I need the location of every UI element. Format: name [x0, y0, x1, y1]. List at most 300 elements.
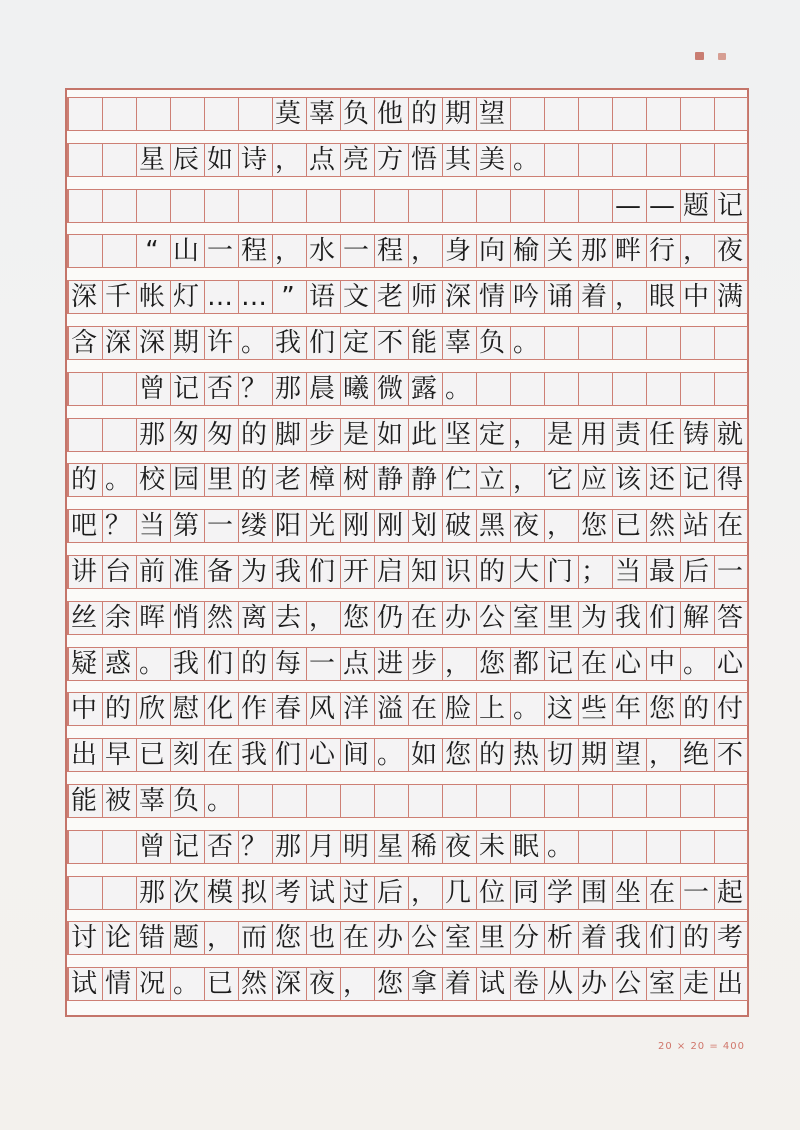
handwritten-character: 帐	[138, 282, 165, 313]
handwritten-character: 山	[172, 236, 199, 267]
handwritten-character: 曾	[138, 373, 165, 404]
handwritten-character: 。	[172, 969, 199, 1000]
handwritten-character: 树	[342, 465, 369, 496]
handwritten-character: 已	[206, 969, 233, 1000]
handwritten-character: 付	[716, 694, 743, 725]
handwritten-character: 是	[342, 419, 369, 450]
handwritten-character: 。	[512, 144, 539, 175]
handwritten-character: 的	[478, 740, 505, 771]
handwritten-character: 位	[478, 877, 505, 908]
handwritten-character: 眠	[512, 831, 539, 862]
handwritten-character: 。	[512, 694, 539, 725]
handwritten-character: 辜	[138, 786, 165, 816]
handwritten-character: 析	[546, 923, 573, 954]
handwritten-character: 露	[410, 373, 437, 404]
handwritten-character: 在	[648, 877, 675, 908]
handwritten-character: 早	[104, 740, 131, 771]
handwritten-character: 。	[104, 465, 131, 496]
handwritten-character: 不	[376, 328, 403, 358]
handwritten-character: ，	[410, 236, 437, 267]
handwritten-character: 试	[478, 969, 505, 1000]
handwritten-character: 公	[614, 969, 641, 1000]
handwritten-character: 满	[716, 282, 743, 313]
handwritten-character: 辜	[444, 328, 471, 358]
handwritten-character: 里	[206, 465, 233, 496]
handwritten-character: 几	[444, 877, 471, 908]
handwritten-character: 是	[546, 419, 573, 450]
handwritten-character: 程	[240, 236, 267, 267]
handwritten-character: 溢	[376, 694, 403, 725]
handwritten-character: 的	[682, 923, 709, 954]
handwritten-character: 未	[478, 831, 505, 862]
handwritten-character: 老	[376, 282, 403, 313]
handwritten-character: 试	[308, 877, 335, 908]
handwritten-character: 眼	[648, 282, 675, 313]
handwritten-character: 起	[716, 877, 743, 908]
handwritten-character: 诵	[546, 282, 573, 313]
essay-line	[135, 371, 475, 407]
handwritten-character: ，	[614, 282, 641, 313]
handwritten-character: 此	[410, 419, 437, 450]
handwritten-character: 在	[342, 923, 369, 954]
handwritten-character: 室	[512, 602, 539, 633]
handwritten-character: 身	[444, 236, 471, 267]
handwritten-character: 而	[240, 923, 267, 954]
handwritten-character: 望	[614, 740, 641, 771]
essay-line	[135, 417, 747, 453]
handwritten-character: 们	[648, 602, 675, 633]
handwritten-character: 已	[138, 740, 165, 771]
handwritten-character: 否	[206, 831, 233, 862]
handwritten-character: 立	[478, 465, 505, 496]
handwritten-character: 刚	[342, 511, 369, 542]
handwritten-character: 公	[410, 923, 437, 954]
handwritten-character: 千	[104, 282, 131, 313]
handwritten-character: 知	[410, 557, 437, 587]
handwritten-character: 上	[478, 694, 505, 725]
handwritten-character: 夜	[444, 831, 471, 862]
handwritten-character: ，	[274, 236, 301, 267]
handwritten-character: 进	[376, 648, 403, 679]
handwritten-character: 在	[206, 740, 233, 771]
handwritten-character: 记	[546, 648, 573, 679]
handwritten-character: ，	[444, 648, 471, 679]
handwritten-character: 该	[614, 465, 641, 496]
handwritten-character: 题	[172, 923, 199, 954]
handwritten-character: 室	[648, 969, 675, 1000]
handwritten-character: 备	[206, 557, 233, 587]
handwritten-character: 记	[172, 831, 199, 862]
handwritten-character: 。	[512, 328, 539, 358]
handwritten-character: 。	[240, 328, 267, 358]
handwritten-character: 错	[138, 923, 165, 954]
handwritten-character: 曦	[342, 373, 369, 404]
essay-line	[67, 554, 747, 590]
handwritten-character: 程	[376, 236, 403, 267]
handwritten-character: 负	[342, 99, 369, 129]
handwritten-character: ，	[546, 511, 573, 542]
handwritten-character: 樟	[308, 465, 335, 496]
handwritten-character: 能	[70, 786, 97, 816]
handwritten-character: 拟	[240, 877, 267, 908]
handwritten-character: 第	[172, 511, 199, 542]
handwritten-character: 月	[308, 831, 335, 862]
handwritten-character: 灯	[172, 282, 199, 313]
handwritten-character: 们	[274, 740, 301, 771]
handwritten-character: 仍	[376, 602, 403, 633]
handwritten-character: 。	[206, 786, 233, 816]
handwritten-character: 点	[308, 144, 335, 175]
essay-line	[67, 508, 747, 544]
handwritten-character: 论	[104, 923, 131, 954]
handwritten-character: ，	[206, 923, 233, 954]
handwritten-character: 我	[172, 648, 199, 679]
handwritten-character: 否	[206, 373, 233, 404]
handwritten-character: …	[207, 282, 233, 313]
handwritten-character: 在	[410, 602, 437, 633]
handwritten-character: 明	[342, 831, 369, 862]
handwritten-character: 畔	[614, 236, 641, 267]
handwritten-character: ”	[281, 282, 295, 313]
handwritten-character: 文	[342, 282, 369, 313]
handwritten-character: 应	[580, 465, 607, 496]
handwritten-character: 阳	[274, 511, 301, 542]
handwritten-character: 其	[444, 144, 471, 175]
handwritten-character: 余	[104, 602, 131, 633]
handwritten-character: 一	[308, 648, 335, 679]
handwritten-character: 关	[546, 236, 573, 267]
handwritten-character: 他	[376, 99, 403, 129]
handwritten-character: 用	[580, 419, 607, 450]
essay-line	[67, 279, 747, 315]
handwritten-character: 年	[614, 694, 641, 725]
handwritten-character: 期	[580, 740, 607, 771]
handwritten-character: 分	[512, 923, 539, 954]
handwritten-character: 就	[716, 419, 743, 450]
handwritten-character: 一	[206, 236, 233, 267]
handwritten-character: 。	[682, 648, 709, 679]
handwritten-character: 解	[682, 602, 709, 633]
handwritten-character: 同	[512, 877, 539, 908]
handwritten-character: 负	[478, 328, 505, 358]
handwritten-character: 。	[138, 648, 165, 679]
essay-line	[67, 966, 747, 1002]
handwritten-character: —	[615, 190, 641, 221]
handwritten-character: 热	[512, 740, 539, 771]
handwritten-character: 期	[172, 328, 199, 358]
handwritten-character: 您	[444, 740, 471, 771]
handwritten-character: 考	[274, 877, 301, 908]
handwritten-character: 疑	[70, 648, 97, 679]
handwritten-character: 您	[376, 969, 403, 1000]
handwritten-character: 出	[70, 740, 97, 771]
handwritten-character: 着	[444, 969, 471, 1000]
handwritten-character: 向	[478, 236, 505, 267]
handwritten-character: 的	[682, 694, 709, 725]
handwritten-character: 那	[138, 877, 165, 908]
handwritten-character: “	[145, 236, 159, 267]
handwritten-character: 如	[410, 740, 437, 771]
handwritten-character: 诗	[240, 144, 267, 175]
handwritten-character: 步	[410, 648, 437, 679]
handwritten-character: 的	[240, 648, 267, 679]
handwritten-character: 。	[546, 831, 573, 862]
handwritten-character: 中	[682, 282, 709, 313]
handwritten-character: 情	[478, 282, 505, 313]
handwritten-character: 那	[274, 831, 301, 862]
handwritten-character: 莫	[274, 99, 301, 129]
handwritten-character: 慰	[172, 694, 199, 725]
handwritten-character: 任	[648, 419, 675, 450]
handwritten-character: 记	[716, 190, 743, 221]
handwritten-character: 那	[580, 236, 607, 267]
handwritten-character: 着	[580, 282, 607, 313]
handwritten-character: 办	[580, 969, 607, 1000]
handwritten-character: 那	[138, 419, 165, 450]
essay-line	[67, 783, 237, 819]
handwritten-character: 为	[240, 557, 267, 587]
handwritten-character: 欣	[138, 694, 165, 725]
handwritten-character: ，	[512, 419, 539, 450]
handwritten-character: 那	[274, 373, 301, 404]
handwritten-character: 从	[546, 969, 573, 1000]
handwritten-character: 惑	[104, 648, 131, 679]
handwritten-character: 静	[410, 465, 437, 496]
handwritten-character: 丝	[70, 602, 97, 633]
handwritten-character: 后	[682, 557, 709, 587]
handwritten-character: …	[241, 282, 267, 313]
handwritten-character: 您	[274, 923, 301, 954]
handwritten-character: 我	[240, 740, 267, 771]
handwritten-character: 去	[274, 602, 301, 633]
handwritten-character: 们	[308, 328, 335, 358]
handwritten-character: 悟	[410, 144, 437, 175]
handwritten-character: 校	[138, 465, 165, 496]
handwritten-character: 洋	[342, 694, 369, 725]
handwritten-character: 美	[478, 144, 505, 175]
handwritten-character: 星	[376, 831, 403, 862]
handwritten-character: 责	[614, 419, 641, 450]
handwritten-character: 还	[648, 465, 675, 496]
handwritten-character: 绝	[682, 740, 709, 771]
handwritten-character: 为	[580, 602, 607, 633]
handwritten-character: 记	[682, 465, 709, 496]
epigraph-attribution	[611, 188, 747, 224]
handwritten-character: 办	[376, 923, 403, 954]
handwritten-character: 脸	[444, 694, 471, 725]
handwritten-character: 微	[376, 373, 403, 404]
handwritten-character: 匆	[172, 419, 199, 450]
handwritten-character: 模	[206, 877, 233, 908]
handwritten-character: 的	[70, 465, 97, 496]
handwritten-character: 过	[342, 877, 369, 908]
handwritten-character: ，	[682, 236, 709, 267]
handwritten-character: 光	[308, 511, 335, 542]
handwritten-character: 的	[478, 557, 505, 587]
handwritten-character: 一	[716, 557, 743, 587]
handwritten-character: 榆	[512, 236, 539, 267]
handwritten-character: 静	[376, 465, 403, 496]
handwritten-character: 的	[240, 419, 267, 450]
handwritten-character: 记	[172, 373, 199, 404]
handwritten-character: 些	[580, 694, 607, 725]
handwritten-character: 辜	[308, 99, 335, 129]
handwritten-character: 围	[580, 877, 607, 908]
handwritten-character: 一	[206, 511, 233, 542]
handwritten-character: 铸	[682, 419, 709, 450]
essay-line	[67, 462, 747, 498]
handwritten-character: 也	[308, 923, 335, 954]
handwritten-character: 刚	[376, 511, 403, 542]
handwritten-character: 辰	[172, 144, 199, 175]
handwritten-character: 风	[308, 694, 335, 725]
essay-title	[271, 96, 509, 132]
essay-line	[135, 829, 577, 865]
handwritten-character: 们	[308, 557, 335, 587]
handwritten-character: ，	[410, 877, 437, 908]
handwritten-character: 含	[70, 328, 97, 358]
essay-line	[67, 737, 747, 773]
handwritten-character: 如	[206, 144, 233, 175]
handwritten-character: ，	[342, 969, 369, 1000]
handwritten-character: 黑	[478, 511, 505, 542]
handwritten-character: 夜	[716, 236, 743, 267]
handwritten-character: 吧	[70, 511, 97, 542]
handwritten-character: 公	[478, 602, 505, 633]
handwritten-character: 次	[172, 877, 199, 908]
essay-line	[67, 691, 747, 727]
epigraph	[135, 142, 543, 178]
handwritten-character: 况	[138, 969, 165, 1000]
handwritten-character: 离	[240, 602, 267, 633]
handwritten-character: 里	[546, 602, 573, 633]
handwritten-character: 望	[478, 99, 505, 129]
handwritten-character: 台	[104, 557, 131, 587]
handwritten-character: 们	[206, 648, 233, 679]
handwritten-character: 我	[274, 557, 301, 587]
handwritten-character: 讲	[70, 557, 97, 587]
handwritten-character: 定	[478, 419, 505, 450]
handwritten-character: —	[649, 190, 675, 221]
handwritten-character: 的	[410, 99, 437, 129]
handwritten-character: ？	[240, 373, 267, 404]
handwritten-character: 如	[376, 419, 403, 450]
handwritten-character: 语	[308, 282, 335, 313]
handwritten-character: 试	[70, 969, 97, 1000]
handwritten-character: ？	[240, 831, 267, 862]
handwritten-character: 在	[716, 511, 743, 542]
handwritten-character: 化	[206, 694, 233, 725]
handwritten-character: 前	[138, 557, 165, 587]
handwritten-character: 都	[512, 648, 539, 679]
handwritten-character: 稀	[410, 831, 437, 862]
handwritten-character: 能	[410, 328, 437, 358]
essay-line	[67, 920, 747, 956]
handwritten-character: 当	[614, 557, 641, 587]
handwritten-character: 一	[682, 877, 709, 908]
handwritten-character: 心	[614, 648, 641, 679]
handwritten-character: 的	[104, 694, 131, 725]
handwritten-character: 匆	[206, 419, 233, 450]
handwritten-character: 里	[478, 923, 505, 954]
handwritten-character: 这	[546, 694, 573, 725]
handwritten-character: 老	[274, 465, 301, 496]
handwritten-character: 。	[376, 740, 403, 771]
handwritten-character: ，	[308, 602, 335, 633]
handwritten-character: 切	[546, 740, 573, 771]
handwritten-character: 水	[308, 236, 335, 267]
handwritten-character: 作	[240, 694, 267, 725]
handwritten-character: 识	[444, 557, 471, 587]
handwritten-character: ？	[104, 511, 131, 542]
handwritten-character: 在	[580, 648, 607, 679]
handwritten-character: 深	[70, 282, 97, 313]
handwritten-character: 方	[376, 144, 403, 175]
handwritten-character: 情	[104, 969, 131, 1000]
handwritten-character: 晨	[308, 373, 335, 404]
handwritten-character: 准	[172, 557, 199, 587]
handwritten-character: 园	[172, 465, 199, 496]
handwritten-character: 我	[614, 923, 641, 954]
handwritten-character: 您	[478, 648, 505, 679]
handwritten-character: 间	[342, 740, 369, 771]
handwritten-character: 划	[410, 511, 437, 542]
handwritten-character: 坐	[614, 877, 641, 908]
handwritten-character: 行	[648, 236, 675, 267]
handwritten-character: 题	[682, 190, 709, 221]
handwritten-character: ，	[648, 740, 675, 771]
handwritten-character: 期	[444, 99, 471, 129]
handwritten-character: 然	[648, 511, 675, 542]
handwritten-character: 站	[682, 511, 709, 542]
handwritten-character: 最	[648, 557, 675, 587]
essay-line	[67, 600, 747, 636]
handwritten-character: ；	[580, 557, 607, 587]
handwritten-character: 亮	[342, 144, 369, 175]
handwritten-character: 学	[546, 877, 573, 908]
handwritten-character: 们	[648, 923, 675, 954]
handwritten-character: 启	[376, 557, 403, 587]
handwritten-character: 缕	[240, 511, 267, 542]
handwritten-character: 走	[682, 969, 709, 1000]
handwritten-character: 。	[444, 373, 471, 404]
handwritten-character: 开	[342, 557, 369, 587]
handwritten-character: 卷	[512, 969, 539, 1000]
handwritten-character: 中	[648, 648, 675, 679]
handwritten-character: 心	[308, 740, 335, 771]
handwritten-character: 它	[546, 465, 573, 496]
handwritten-character: 深	[274, 969, 301, 1000]
handwritten-character: 中	[70, 694, 97, 725]
handwritten-character: 门	[546, 557, 573, 587]
essay-line	[67, 325, 543, 361]
handwritten-character: 拿	[410, 969, 437, 1000]
handwritten-character: 吟	[512, 282, 539, 313]
handwritten-character: 师	[410, 282, 437, 313]
handwritten-character: 答	[716, 602, 743, 633]
handwritten-character: 深	[444, 282, 471, 313]
handwritten-character: 刻	[172, 740, 199, 771]
handwritten-character: 讨	[70, 923, 97, 954]
handwritten-character: 夜	[308, 969, 335, 1000]
handwritten-character: 步	[308, 419, 335, 450]
handwritten-character: 办	[444, 602, 471, 633]
handwritten-character: 出	[716, 969, 743, 1000]
handwritten-character: 大	[512, 557, 539, 587]
handwritten-character: 定	[342, 328, 369, 358]
handwritten-character: 着	[580, 923, 607, 954]
handwritten-character: 的	[240, 465, 267, 496]
